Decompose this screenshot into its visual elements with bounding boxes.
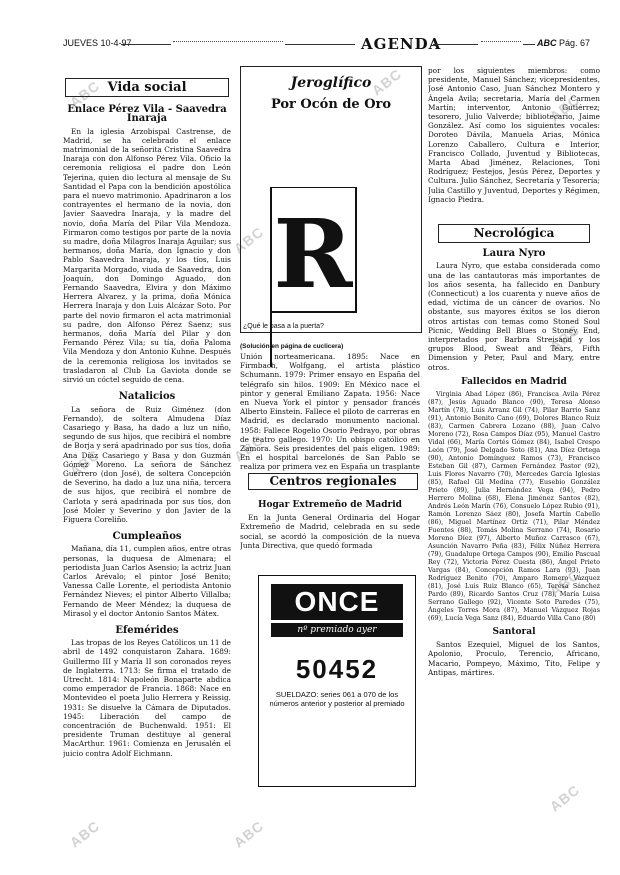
natalicios-title: Natalicios [118, 391, 176, 403]
once-logo: ONCE [271, 584, 403, 620]
watermark-text: ABC [546, 321, 583, 355]
watermark-text: ABC [230, 431, 267, 465]
rebus-letter: R [273, 199, 353, 310]
header-dotted-rule [481, 41, 521, 45]
santoral-title: Santoral [492, 627, 536, 638]
watermark-text: ABC [66, 77, 103, 111]
watermark-text: ABC [66, 446, 103, 480]
page-header [63, 36, 606, 52]
efemerides-article: Las tropas de los Reyes Católicos un 11 de abril de 1492 conquistaron Zahara. 1689: Guillermo III y María II son coronados reyes de Inglaterra. 1713: Se firma el tratado de Utrecht. 1814: Napoleón Bonaparte abdica como emperador de Francia. 1868: Nace en Montevideo el poeta Julio Herrera y Reissig. 1931: Se disuelve la Cámara de Diputados. 1945: Liberación del campo de concentración de Buchenwald. 1951: El presidente Truman destituye al general MacArthur. 1961: Comienza en Jerusalén el juicio contra Adolf Eichmann. [63, 638, 231, 758]
watermark-text: ABC [546, 781, 583, 815]
header-rule [523, 44, 535, 45]
efemerides-title: Efemérides [115, 624, 179, 636]
hogar-extremeno-text: En la Junta General Ordinaria del Hogar Extremeño de Madrid, celebrada en su sede social, se acordó la composición de la nueva Junta Directiva, que quedó formada [240, 513, 420, 550]
jeroglifico-box [240, 66, 422, 333]
header-dotted-rule [173, 41, 283, 45]
wedding-headline: Enlace Pérez Vila - Saavedra Inaraja [67, 104, 227, 125]
once-sueldazo-text: SUELDAZO: series 061 a 070 de los números anterior y posterior al premiado [269, 690, 405, 708]
obituary-name: Laura Nyro [482, 248, 546, 260]
jeroglifico-solution: (Solución en página de cuclicera) [240, 343, 344, 350]
publication-name: ABC [536, 38, 557, 48]
efemerides-continued-text: Unión norteamericana. 1895: Nace en Firmbach, Wolfgang, el artista plástico Schumann. 1979: Primer ensayo en España del telégrafo sin hilos. 1909: En México nace el pintor y general Emiliano Zapata. 1956: Nace en Nueva York el pintor y pensador francés Alberto Einstein. Fallece el piloto de carreras en Madrid, es declarado monumento nacional. 1958: Fallece Rogelio Osorio Pedrayo, por obras de teatro gallego. 1970: Un obispo católico en Zamora. Seis presidentes del país eligen. 1989: En el hospital barcelonés de San Pablo se realiza por primera vez en España un trasplante [240, 352, 420, 472]
cumpleanos-article: Mañana, día 11, cumplen años, entre otras personas, la duquesa de Almenara; el periodista Juan Carlos Asensio; la actriz Juan Carlos Arévalo; el pintor José Benito; Vanessa Calle Lorente, el periodista Antonio Fernández Nieves; el pintor Alberto Villalba; Fernando de Meer Méndez; la duquesa de Mirasol y el doctor Antonio Santos Mátex. [63, 544, 231, 618]
necrologica-column [428, 224, 600, 869]
watermark-text: ABC [546, 91, 583, 125]
efemerides-continued [240, 352, 420, 472]
watermark-text: ABC [66, 817, 103, 851]
vida-social-title: Vida social [65, 78, 229, 97]
watermark-text: ABC [230, 817, 267, 851]
natalicios-article: La señora de Ruiz Giménez (don Fernando), de soltera Almudena Díaz Casariego y Basa, ha dado a luz un niño, segundo de sus hijos, que recibirá el nombre de Borja y será apadrinado por sus tíos, doña Ana Díaz Casariego y Basa y don Guzmán Gómez Moreno. La señora de Sánchez Guerrero (don José), de soltera Concepción de Severino, ha dado a luz una niña, tercera de sus hijos, que recibirá el nombre de Carlota y será apadrinada por sus tíos, don José Moler y Severino y don Javier de la Figuera Coreliño. [63, 404, 231, 524]
necrologica-title: Necrológica [438, 224, 590, 243]
jeroglifico-question: ¿Qué le pasa a la puerta? [243, 323, 324, 330]
issue-date: JUEVES 10-4-97 [63, 38, 132, 48]
header-rule [121, 44, 171, 45]
hogar-extremeno-headline: Hogar Extremeño de Madrid [258, 500, 402, 510]
centros-regionales-title: Centros regionales [248, 473, 418, 490]
page-number: Pág. 67 [558, 38, 590, 48]
centros-regionales-section [248, 473, 418, 490]
header-rule [285, 44, 355, 45]
fallecidos-list: Virginia Abad López (86), Francisca Avila Pérez (87), Jesús Aguado Blanco (90), Teresa Alonso Martín (78), Luis Arranz Gil (74), Pilar Barrio Sanz (91), Antonio Benito Cano (69), Dolores Blanco Ruiz (83), Carmen Cabrera Lozano (88), Juan Calvo Moreno (72), Rosa Campos Díaz (95), Manuel Castro Vidal (66), María Cortés Gómez (84), Isabel Crespo León (79), José Delgado Soto (81), Ana Díez Ortega (90), Antonio Domínguez Ramos (73), Francisco Esteban Gil (87), Carmen Fernández Pastor (92), Luis Flores Navarro (70), Mercedes García Iglesias (85), Rafael Gil Medina (77), Eusebio González Prieto (89), Julia Hernández Vega (94), Pedro Herrero Molina (68), Elena Jiménez Santos (82), Andrés León Marín (76), Consuelo López Rubio (91), Ramón Lorenzo Sáez (80), Josefa Martín Cabello (86), Miguel Martínez Ortiz (71), Pilar Méndez Fuentes (88), Tomás Molina Serrano (74), Rosario Moreno Díez (97), Alberto Muñoz Carrasco (67), Asunción Navarro Peña (83), Félix Núñez Herrera (79), Guadalupe Ortega Campos (90), Emilio Pascual Rey (72), Victoria Pérez Cuesta (86), Ángel Prieto Vargas (84), Concepción Ramos Lara (93), Juan Rodríguez Benito (70), Amparo Romero Vázquez (81), José Luis Ruiz Blanco (65), Teresa Sánchez Pardo (89), Ricardo Santos Cruz (78), María Luisa Serrano Gallego (92), Vicente Soto Paredes (75), Ángeles Torres Mora (87), Manuel Vázquez Rojas (69), Lucía Vega Sanz (84), Eduardo Villa Cano (80) [428, 390, 600, 623]
watermark-text: ABC [230, 223, 267, 257]
junta-continued [428, 66, 600, 221]
header-rule [433, 44, 478, 45]
junta-continued-text: por los siguientes miembros: como presidente, Manuel Sánchez; vicepresidentes, José Antonio Caso, Juan Sánchez Montero y Ángela Avila; secretaria, María del Carmen Martín; interventor, Antonio Gutiérrez; tesorero, Julio Valverde; bibliotecario, Jaime González. Así como los siguientes vocales: Doroteo Dávila, Manuela Arias, Mónica Lorenzo Caballero, Cultura e Interior, Francisco Collado, Juventud y Bibliotecas, Marta Abad Jiménez, Relaciones, Toni Rodríguez; Festejos, Jesús Pérez, Deportes y Cultura. Julio Sánchez, Secretaría y Tesorería; Julia Castillo y Juventud, Deportes y Régimen, Ignacio Piedra. [428, 66, 600, 204]
wedding-article: En la iglesia Arzobispal Castrense, de Madrid, se ha celebrado el enlace matrimonial de la señorita Cristina Saavedra Inaraja con don Alfonso Pérez Vila. Oficio la ceremonia religiosa el padre don León Tejerina, quien dio lectura al mensaje de Su Santidad el Papa con la bendición apostólica para el nuevo matrimonio. Apadrinaron a los contrayentes el hermano de la novia, don Javier Saavedra Inaraja, y la madre del novio, doña María del Pilar Vila Mendoza. Firmaron como testigos por parte de la novia su madre, doña Milagros Inaraja Aguilar; sus hermanos, doña María, don Ignacio y don Pablo Saavedra Inaraja, y los tíos, Luis Margarita Morgado, viuda de Saavedra, don Joaquín, don Domingo Aguado, don Fernando Saavedra, Elvira y don Máximo Herrera Alvarez, y la prima, doña Mónica Herrera Inaraja y don Luis Alcázar Soto. Por parte del novio firmaron el acta matrimonial su padre, don Alfonso Pérez Saenz; sus hermanos, doña María del Pilar y don Fernando Pérez Vila; su tía, doña Paloma Vila Mendoza y don Antonio Kuhne. Después de la ceremonia religiosa los invitados se trasladaron al Club La Gaviota donde se sirvió un cóctel seguido de cena. [63, 126, 231, 385]
once-winning-number: 50452 [295, 654, 379, 684]
hogar-extremeno-article [240, 498, 420, 568]
cumpleanos-title: Cumpleaños [112, 531, 182, 543]
watermark-text: ABC [546, 566, 583, 600]
watermark-text: ABC [368, 65, 405, 99]
door-illustration [261, 187, 368, 367]
jeroglifico-author: Por Ocón de Oro [270, 97, 392, 112]
once-lottery-box [258, 575, 416, 787]
once-premiado-label: nº premiado ayer [271, 623, 403, 637]
obituary-text: Laura Nyro, que estaba considerada como una de las cantautoras más importantes de los años sesenta, ha fallecido en Danbury (Connecticut) a los cuarenta y nueve años de edad, víctima de un cáncer de ovarios. No obstante, sus mayores éxitos se los dieron otros artistas con temas como Stoned Soul Picnic, Wedding Bell Blues o Stoney End, interpretados por Barbra Streisand y los grupos Blood, Sweat and Tears, Fifth Dimension y Peter, Paul and Mary, entre otros. [428, 261, 600, 372]
jeroglifico-title: Jeroglífico [290, 75, 372, 91]
publication-and-page [537, 38, 590, 48]
fallecidos-title: Fallecidos en Madrid [461, 376, 567, 387]
santoral-text: Santos Ezequiel, Miguel de los Santos, Apolonio, Proculo, Terencio, Africano, Macario, Pompeyo, Máximo, Tito, Felipe y Antipas, mártires. [428, 640, 600, 677]
section-title: AGENDA [361, 35, 442, 53]
vida-social-column [63, 78, 231, 868]
